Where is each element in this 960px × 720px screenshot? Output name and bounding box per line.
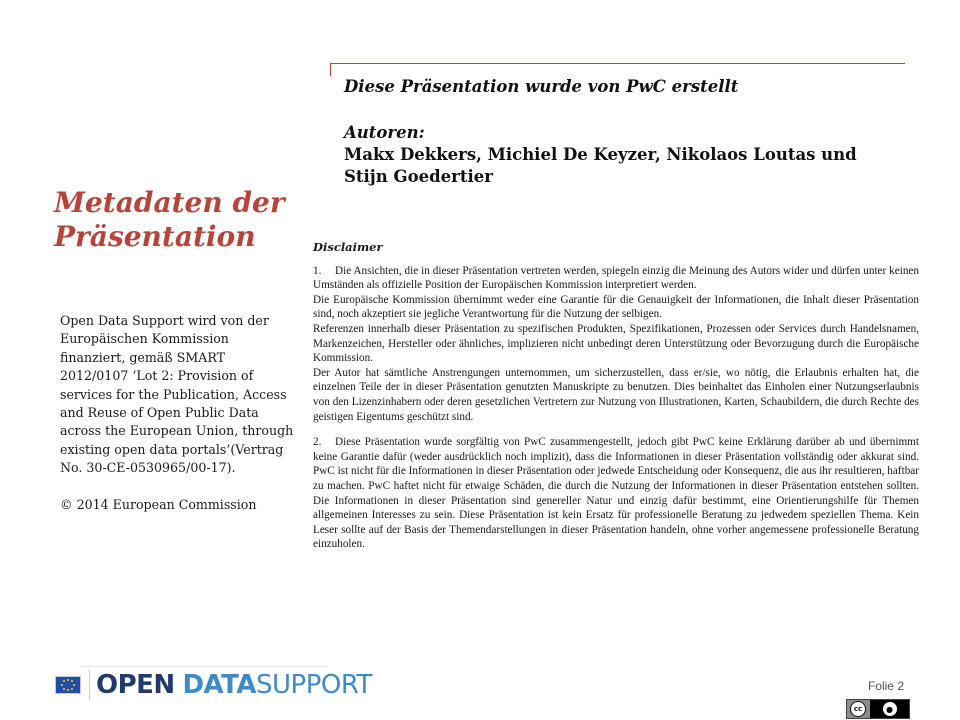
- cc-icon: cc: [850, 701, 866, 717]
- logo-divider: [89, 669, 90, 701]
- made-by-text: Diese Präsentation wurde von PwC erstellt: [344, 77, 739, 96]
- authors-list: Makx Dekkers, Michiel De Keyzer, Nikolaos Loutas und Stijn Goedertier: [344, 145, 857, 186]
- disclaimer: [313, 240, 919, 552]
- eu-flag-icon: [55, 676, 81, 694]
- slide-title-line1: Metadaten der: [54, 186, 285, 219]
- disclaimer-number-2: 2.: [313, 436, 322, 449]
- presentation-info: [344, 76, 904, 188]
- open-data-support-logo: [55, 667, 372, 703]
- disclaimer-paragraph-3: Referenzen innerhalb dieser Präsentation zu spezifischen Produkten, Spezifikationen, Prozessen oder Services durch Handelsnamen, Markenzeichen, Hersteller oder ähnliches, implizieren nicht unbedingt deren Unterstützung oder Bevorzugung durch die Europäische Kommission.: [313, 322, 919, 365]
- logo-support: SUPPORT: [255, 670, 372, 700]
- person-icon: ●: [883, 702, 897, 716]
- slide-title-line2: Präsentation: [54, 220, 256, 253]
- funding-note: [60, 312, 294, 514]
- logo-data: DATA: [182, 670, 256, 700]
- disclaimer-paragraph-1: [313, 264, 919, 293]
- header-rule: [330, 63, 905, 64]
- by-icon: [870, 700, 909, 718]
- disclaimer-paragraph-4: Der Autor hat sämtliche Anstrengungen unternommen, um sicherzustellen, dass er/sie, wo nötig, die Erlaubnis erhalten hat, die einzelnen Teile der in dieser Präsentation genutzten Manuskripte zu benutzen. Dies beinhaltet das Einholen einer Nutzungserlaubnis von den Lizenzinhabern oder deren gesetzlichen Vertretern zur Nutzung von Illustrationen, Karten, Schaubildern, die durch Rechte des geistigen Eigentums geschützt sind.: [313, 366, 919, 423]
- funding-text: Open Data Support wird von der Europäischen Kommission finanziert, gemäß SMART 2012/0107 ‘Lot 2: Provision of services for the Publication, Access and Reuse of Open Public Data across the European Union, through existing open data portals’(Vertrag No. 30-CE-0530965/00-17).: [60, 313, 294, 476]
- logo-open: OPEN: [96, 670, 175, 700]
- header-rule-tick: [330, 63, 331, 76]
- cc-by-icon: [846, 699, 910, 719]
- slide-title: [54, 186, 314, 254]
- slide-number: Folie 2: [867, 679, 904, 693]
- disclaimer-number-1: 1.: [313, 264, 322, 277]
- disclaimer-paragraph-5: [313, 435, 919, 552]
- copyright-text: © 2014 European Commission: [60, 496, 257, 512]
- authors-label: Autoren:: [344, 123, 425, 142]
- disclaimer-paragraph-2: Die Europäische Kommission übernimmt weder eine Garantie für die Genauigkeit der Informationen, die Inhalt dieser Präsentation sind, noch akzeptiert sie jegliche Verantwortung für die Nutzung der selbigen.: [313, 293, 919, 321]
- disclaimer-title: Disclaimer: [313, 240, 383, 254]
- disclaimer-text-1: Die Ansichten, die in dieser Präsentation vertreten werden, spiegeln einzig die Meinung des Autors wider und dürfen unter keinen Umständen als offizielle Position der Europäischen Kommission interpretiert werden.: [313, 264, 919, 292]
- disclaimer-text-5: Diese Präsentation wurde sorgfältig von PwC zusammengestellt, jedoch gibt PwC keine Erklärung darüber ab und übernimmt keine Garantie dafür (weder ausdrücklich noch implizit), dass die Informationen in dieser Präsentation vollständig oder akkurat sind. PwC ist nicht für die Informationen in dieser Präsentation oder jedwede Entscheidung oder Konsequenz, die aus ihr resultieren, haftbar zu machen. PwC haftet nicht für etwaige Schäden, die durch die Nutzung der Informationen in dieser Präsentation entstehen sollten. Die Informationen in dieser Präsentation sind genereller Natur und einzig dafür bestimmt, eine Orientierungshilfe für Themen allgemeinen Interesses zu sein. Diese Präsentation ist kein Ersatz für professionelle Beratung zu jedwedem speziellen Thema. Kein Leser sollte auf der Basis der Themendarstellungen in dieser Präsentation handeln, ohne vorher angemessene professionelle Beratung einzuholen.: [313, 436, 919, 551]
- logo-wordmark: [96, 669, 372, 701]
